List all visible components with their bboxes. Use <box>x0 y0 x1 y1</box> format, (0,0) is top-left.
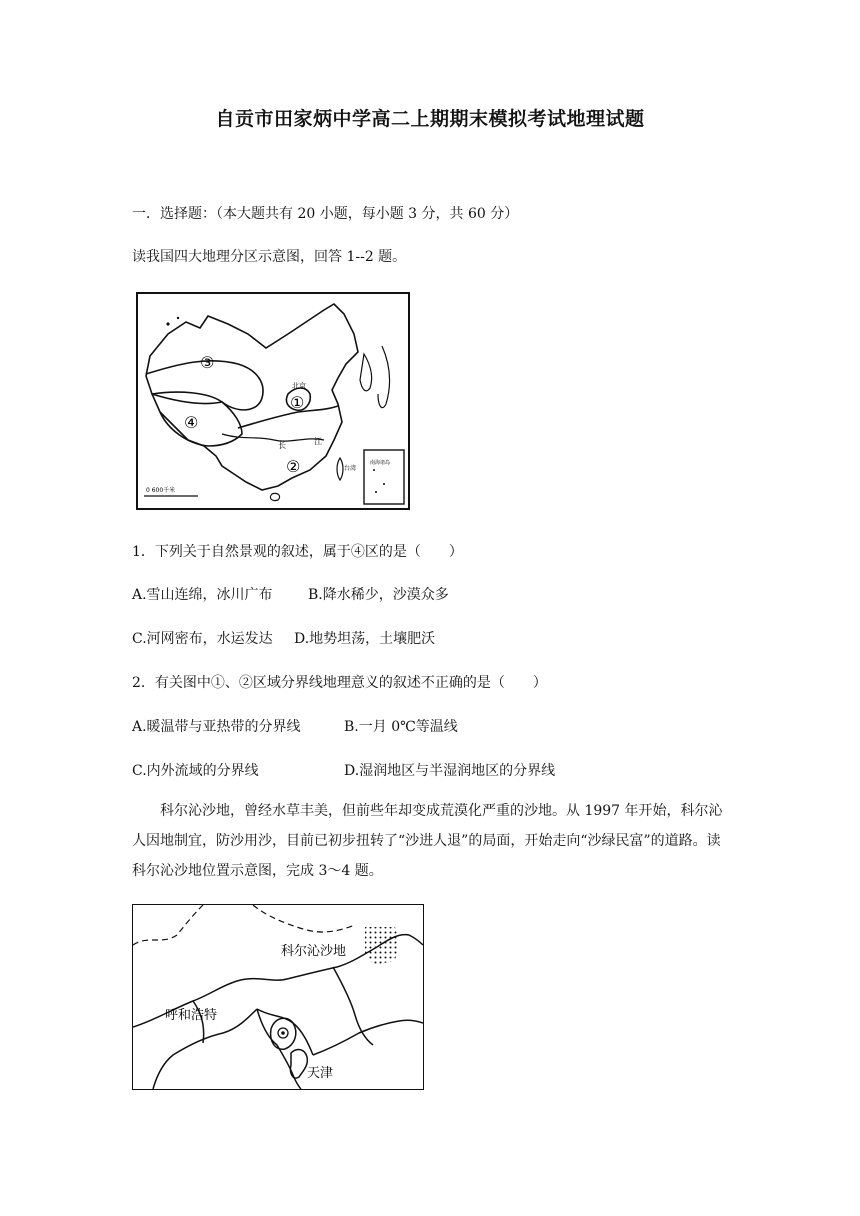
region-label-3: ③ <box>200 353 215 372</box>
horqin-sandy-area <box>365 927 399 965</box>
region-label-4: ④ <box>184 413 199 432</box>
question-intro: 读我国四大地理分区示意图，回答 1--2 题。 <box>132 249 407 265</box>
q1-option-d: D.地势坦荡，土壤肥沃 <box>294 631 436 647</box>
horqin-location-map <box>132 904 424 1090</box>
chang-label: 长 <box>278 441 286 450</box>
taiwan-label: 台湾 <box>344 465 357 472</box>
q2-option-d: D.湿润地区与半湿润地区的分界线 <box>344 763 556 779</box>
scale-label: 0 600千米 <box>146 487 176 494</box>
china-regions-map <box>136 292 410 510</box>
q2-option-b: B.一月 0℃等温线 <box>344 719 458 735</box>
q1-option-c: C.河网密布，水运发达 <box>132 631 273 647</box>
nanhai-label: 南海诸岛 <box>370 460 391 466</box>
passage: 科尔沁沙地，曾经水草丰美，但前些年却变成荒漠化严重的沙地。从 1997 年开始，科尔沁人因地制宜，防沙用沙，目前已初步扭转了“沙进人退”的局面，开始走向“沙绿民富”的道路。读科尔沁沙地位置示意图，完成 3～4 题。 <box>132 803 723 879</box>
q1-stem: 1．下列关于自然景观的叙述，属于④区的是（ ） <box>132 544 463 560</box>
beijing-label: 北京 <box>292 382 306 390</box>
q2-option-c: C.内外流域的分界线 <box>132 763 259 779</box>
section-heading: 一．选择题：（本大题共有 20 小题，每小题 3 分，共 60 分） <box>132 206 519 222</box>
horqin-location-map-graphic <box>133 905 423 1089</box>
china-regions-map-graphic <box>138 294 408 508</box>
tianjin-label: 天津 <box>307 1066 334 1081</box>
region-label-1: ① <box>290 393 305 412</box>
jiang-label: 江 <box>314 437 322 446</box>
hohhot-label: 呼和浩特 <box>165 1008 218 1023</box>
page-title: 自贡市田家炳中学高二上期期末模拟考试地理试题 <box>215 108 645 130</box>
horqin-label: 科尔沁沙地 <box>281 944 347 959</box>
q2-option-a: A.暖温带与亚热带的分界线 <box>132 719 301 735</box>
q2-stem: 2．有关图中①、②区域分界线地理意义的叙述不正确的是（ ） <box>132 675 547 691</box>
q1-option-b: B.降水稀少，沙漠众多 <box>308 587 449 603</box>
region-label-2: ② <box>286 457 301 476</box>
q1-option-a: A.雪山连绵，冰川广布 <box>132 587 273 603</box>
